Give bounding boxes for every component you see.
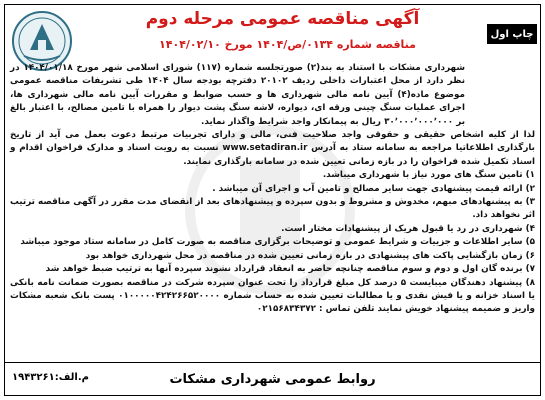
condition-item-7: ۷) برنده گان اول و دوم و سوم مناقصه چنانچه حاضر به انعقاد قرارداد نشوند سپرده آنها به ترتیب ضبط خواهد شد (45, 264, 535, 275)
condition-item-8: ۸) پیشنهاد دهندگان میبایست ۵ درصد کل مبلغ قرارداد را تحت عنوان سپرده شرکت در مناقصه بصورت ضمانت نامه بانکی یا اسناد خزانه و یا فیش نقدی و یا مطالبات تعیین شده به حساب شماره ۰۱۰۰۰۰۰۴۲۴۲۶۶۵۲۰۰۰۰ پست بانک شعبه مشکات واریز و ضمیمه پیشنهاد خویش نمایند تلفن تماس : ۰۲۱۵۶۸۳۴۳۷۲ (10, 277, 535, 315)
condition-item-1: ۱) تامین سنگ های مورد نیاز با شهرداری میباشد. (322, 170, 535, 181)
footer-title: روابط عمومی شهرداری مشکات (169, 372, 376, 387)
ad-title: آگهی مناقصه عمومی مرحله دوم (145, 9, 420, 29)
tender-number: مناقصه شماره ۰۱۳۴/ص/۱۴۰۴ مورخ ۱۴۰۴/۰۲/۱۰ (159, 38, 416, 51)
ad-body (10, 62, 535, 317)
condition-item-5: ۵) سایر اطلاعات و جزییات و شرایط عمومی و توضیحات برگزاری مناقصه به صورت کامل در سامانه ستاد موجود میباشد (20, 237, 535, 248)
condition-item-4: ۴) شهرداری در رد یا قبول هریک از پیشنهادات مختار است. (281, 223, 535, 234)
invitation-paragraph: لذا از کلیه اشخاص حقیقی و حقوقی واجد صلاحیت فنی، مالی و دارای تجربیات مرتبط دعوت بعمل می آید از تاریخ بارگذاری اطلاعاتیا مراجعه به سامانه ستاد به آدرس www.setadiran.ir نسبت به رویت اسناد و مدارک فراخوان اقدام و اسناد تکمیل شده فراخوان را در بازه زمانی تعیین شده در سامانه بارگذاری نمایند. (10, 130, 535, 167)
intro-paragraph: شهرداری مشکات با استناد به بند(۲) صورتجلسه شماره (۱۱۷) شورای اسلامی شهر مورخ ۱۴۰۴/۰۱/۱۸ در نظر دارد از محل اعتبارات داخلی ردیف ۲۰۱۰۲ دفترچه بودجه سال ۱۴۰۴ طی تشریفات مناقصه عمومی موضوع ماده(۴) آیین نامه مالی شهرداری ها و حسب ضوابط و مقررات آیین نامه مالی شهرداری ها، اجرای عملیات سنگ چینی ورقه ای، دیواره، لاشه سنگ پشت دیوار را همراه با تامین مصالح، با اعتبار بالغ بر ۳۰٬۰۰۰٬۰۰۰٬۰۰۰ ریال به پیمانکار واجد شرایط واگذار نماید. (10, 63, 465, 127)
edition-badge (487, 24, 537, 44)
edition-label: چاپ اول (490, 28, 534, 40)
ad-code: م.الف:۱۹۴۳۲۶۱ (12, 372, 89, 383)
condition-item-2: ۲) ارائه قیمت پیشنهادی جهت سایر مصالح و تامین آب و اجرای آن میباشد . (212, 183, 535, 194)
condition-item-3: ۳) به پیشنهادهای مبهم، مخدوش و مشروط و بدون سپرده و پیشنهادهای بعد از انقضای مدت مقرر در آگهی مناقصه ترتیب اثر نخواهد داد. (10, 197, 535, 221)
condition-item-6: ۶) زمان بازگشایی پاکت های پیشنهادی در بازه زمانی تعیین شده در مناقصه در محل شهرداری خواهد بود (85, 250, 535, 261)
ad-footer (4, 362, 541, 396)
